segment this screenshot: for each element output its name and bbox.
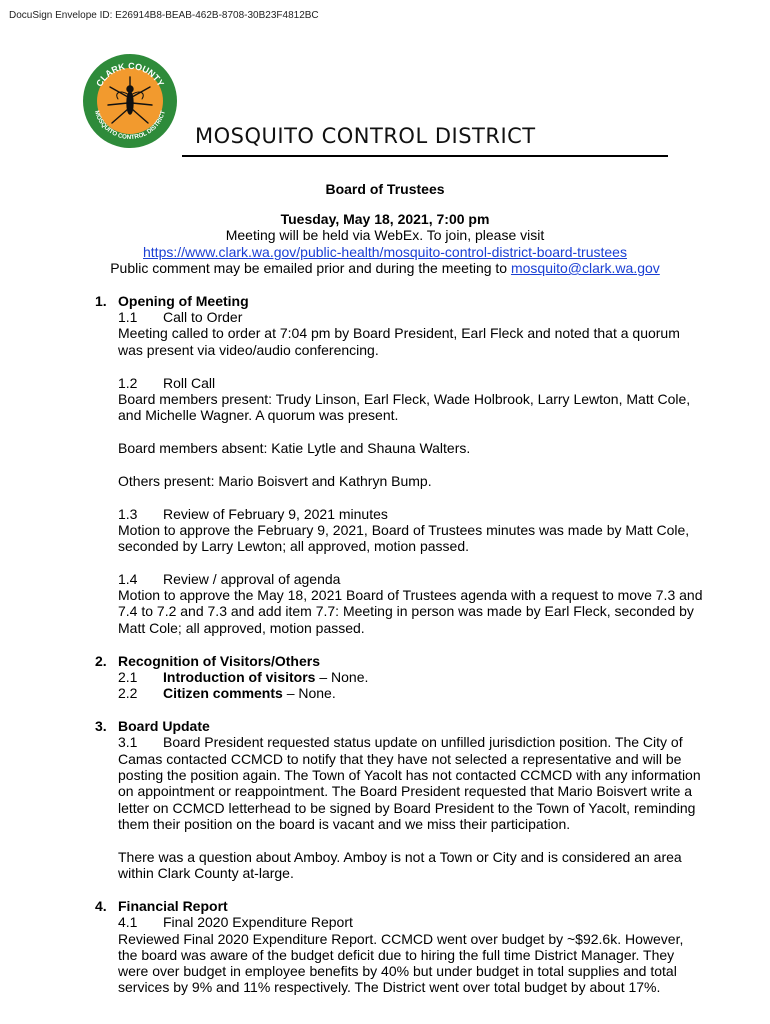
item-2-2-number: 2.2	[118, 685, 138, 701]
item-1-4-text: Matt Cole; all approved, motion passed.	[118, 620, 365, 636]
section-4-title: Financial Report	[118, 898, 228, 914]
public-comment-line	[0, 260, 770, 276]
item-2-2-title: Citizen comments	[163, 685, 283, 701]
section-2-title: Recognition of Visitors/Others	[118, 653, 320, 669]
district-logo	[82, 53, 178, 149]
docusign-envelope-id: DocuSign Envelope ID: E26914B8-BEAB-462B-8708-30B23F4812BC	[9, 10, 319, 21]
amboy-text: There was a question about Amboy. Amboy is not a Town or City and is considered an area	[118, 849, 682, 865]
item-2-1-number: 2.1	[118, 669, 138, 685]
header-rule	[182, 155, 668, 157]
item-1-4-text: 7.4 to 7.2 and 7.3 and add item 7.7: Meeting in person was made by Earl Fleck, seconded by	[118, 603, 694, 619]
others-present: Others present: Mario Boisvert and Kathryn Bump.	[118, 473, 432, 489]
item-4-1-text: the board was aware of the budget deficit due to hiring the full time District Manager. They	[118, 947, 675, 963]
meeting-date: Tuesday, May 18, 2021, 7:00 pm	[280, 211, 490, 227]
item-4-1-number: 4.1	[118, 914, 138, 930]
item-1-4-text: Motion to approve the May 18, 2021 Board of Trustees agenda with a request to move 7.3 and	[118, 587, 703, 603]
item-1-2-text: and Michelle Wagner. A quorum was present.	[118, 407, 399, 423]
webex-line: Meeting will be held via WebEx. To join, please visit	[225, 227, 545, 243]
item-1-1-text: Meeting called to order at 7:04 pm by Board President, Earl Fleck and noted that a quorum	[118, 325, 680, 341]
item-1-1-number: 1.1	[118, 309, 138, 325]
item-2-1-title: Introduction of visitors	[163, 669, 316, 685]
item-1-2-number: 1.2	[118, 375, 138, 391]
board-title: Board of Trustees	[325, 181, 445, 197]
item-1-3-number: 1.3	[118, 506, 138, 522]
item-3-1-text: posting the position again. The Town of Yacolt has not contacted CCMCD with any information	[118, 767, 701, 783]
item-1-2-title: Roll Call	[163, 375, 216, 391]
logo-text-top: CLARK COUNTY	[94, 60, 166, 89]
section-3-number: 3.	[95, 718, 107, 734]
item-1-4-number: 1.4	[118, 571, 138, 587]
section-3-title: Board Update	[118, 718, 210, 734]
email-link[interactable]: mosquito@clark.wa.gov	[510, 260, 660, 276]
item-1-3-text: seconded by Larry Lewton; all approved, motion passed.	[118, 538, 469, 554]
item-3-1-number: 3.1	[118, 734, 138, 750]
item-4-1-title: Final 2020 Expenditure Report	[163, 914, 353, 930]
section-4-number: 4.	[95, 898, 107, 914]
item-2-1	[163, 669, 368, 686]
members-absent: Board members absent: Katie Lytle and Shauna Walters.	[118, 440, 471, 456]
section-2-number: 2.	[95, 653, 107, 669]
amboy-text: within Clark County at-large.	[118, 865, 294, 881]
item-4-1-text: services by 9% and 11% respectively. The District went over total budget by about 17%.	[118, 979, 661, 995]
section-1-title: Opening of Meeting	[118, 293, 249, 309]
public-comment-text: Public comment may be emailed prior and during the meeting to	[110, 260, 511, 276]
item-4-1-text: were over budget in employee benefits by 40% but under budget in total supplies and total	[118, 963, 677, 979]
item-3-1-text: on appointment or reappointment. The Board President requested that Mario Boisvert write a	[118, 783, 693, 799]
item-1-3-text: Motion to approve the February 9, 2021, Board of Trustees minutes was made by Matt Cole,	[118, 522, 690, 538]
item-3-1-text: Board President requested status update on unfilled jurisdiction position. The City of	[163, 734, 683, 750]
item-3-1-text: letter on CCMCD letterhead to be signed by Board President to the Town of Yacolt, reminding	[118, 800, 696, 816]
org-name: MOSQUITO CONTROL DISTRICT	[195, 124, 536, 148]
logo-text-bottom: MOSQUITO CONTROL DISTRICT	[92, 109, 168, 142]
item-2-2	[163, 685, 336, 702]
section-1-number: 1.	[95, 293, 107, 309]
item-2-1-rest: – None.	[315, 669, 369, 685]
webex-link[interactable]: https://www.clark.wa.gov/public-health/mosquito-control-district-board-trustees	[143, 244, 627, 260]
item-1-4-title: Review / approval of agenda	[163, 571, 341, 587]
item-2-2-rest: – None.	[282, 685, 336, 701]
item-3-1-text: Camas contacted CCMCD to notify that they have not selected a representative and will be	[118, 751, 682, 767]
item-1-2-text: Board members present: Trudy Linson, Earl Fleck, Wade Holbrook, Larry Lewton, Matt Cole,	[118, 391, 691, 407]
item-4-1-text: Reviewed Final 2020 Expenditure Report. CCMCD went over budget by ~$92.6k. However,	[118, 931, 684, 947]
item-1-1-text: was present via video/audio conferencing.	[118, 342, 379, 358]
item-1-1-title: Call to Order	[163, 309, 243, 325]
item-1-3-title: Review of February 9, 2021 minutes	[163, 506, 388, 522]
item-3-1-text: them their position on the board is vacant and we miss their participation.	[118, 816, 571, 832]
